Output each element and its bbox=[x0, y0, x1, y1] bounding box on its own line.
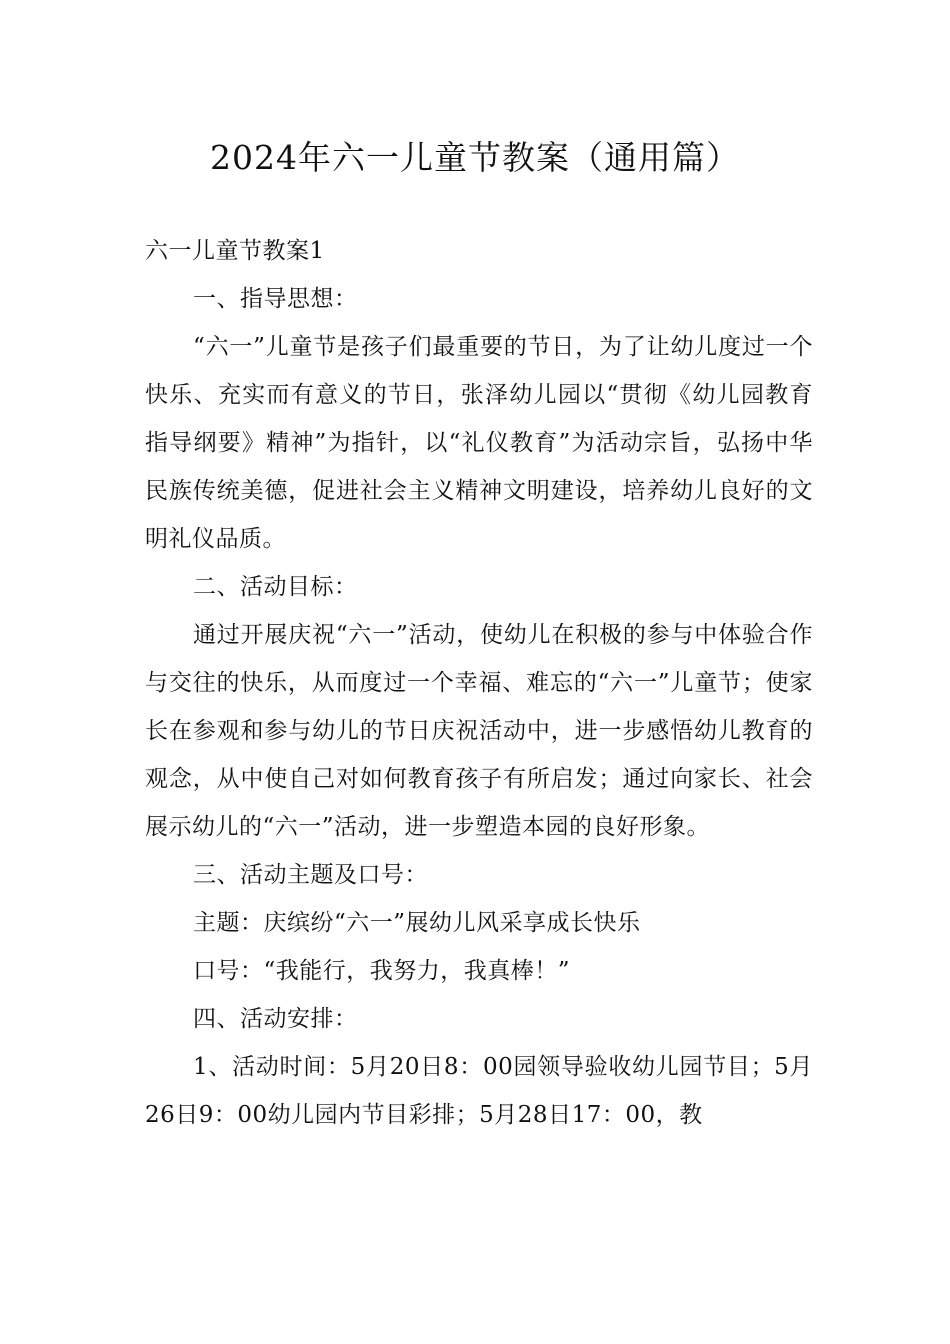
paragraph-theme-heading: 三、活动主题及口号： bbox=[193, 862, 428, 888]
paragraph-goals: 通过开展庆祝“六一”活动，使幼儿在积极的参与中体验合作与交往的快乐，从而度过一个幸福、难忘的“六一”儿童节；使家长在参观和参与幼儿的节日庆祝活动中，进一步感悟幼儿教育的观念，从中使自己对如何教育孩子有所启发；通过向家长、社会展示幼儿的“六一”活动，进一步塑造本园的良好形象。 bbox=[145, 622, 813, 840]
paragraph-schedule: 1、活动时间：5月20日8：00园领导验收幼儿园节目；5月26日9：00幼儿园内节目彩排；5月28日17：00，教 bbox=[145, 1054, 813, 1128]
paragraph-guiding-thought: “六一”儿童节是孩子们最重要的节日，为了让幼儿度过一个快乐、充实而有意义的节日，张泽幼儿园以“贯彻《幼儿园教育指导纲要》精神”为指针，以“礼仪教育”为活动宗旨，弘扬中华民族传统美德，促进社会主义精神文明建设，培养幼儿良好的文明礼仪品质。 bbox=[145, 334, 813, 552]
paragraph-theme: 主题：庆缤纷“六一”展幼儿风采享成长快乐 bbox=[193, 910, 641, 936]
paragraph-schedule-heading: 四、活动安排： bbox=[193, 1006, 358, 1032]
document-title: 2024年六一儿童节教案（通用篇） bbox=[210, 138, 740, 177]
document-body bbox=[145, 227, 813, 1139]
paragraph-slogan: 口号：“我能行，我努力，我真棒！” bbox=[193, 958, 571, 984]
section-heading: 六一儿童节教案1 bbox=[145, 238, 325, 264]
paragraph-goals-heading: 二、活动目标： bbox=[193, 574, 358, 600]
paragraph-guiding-thought-heading: 一、指导思想： bbox=[193, 286, 358, 312]
